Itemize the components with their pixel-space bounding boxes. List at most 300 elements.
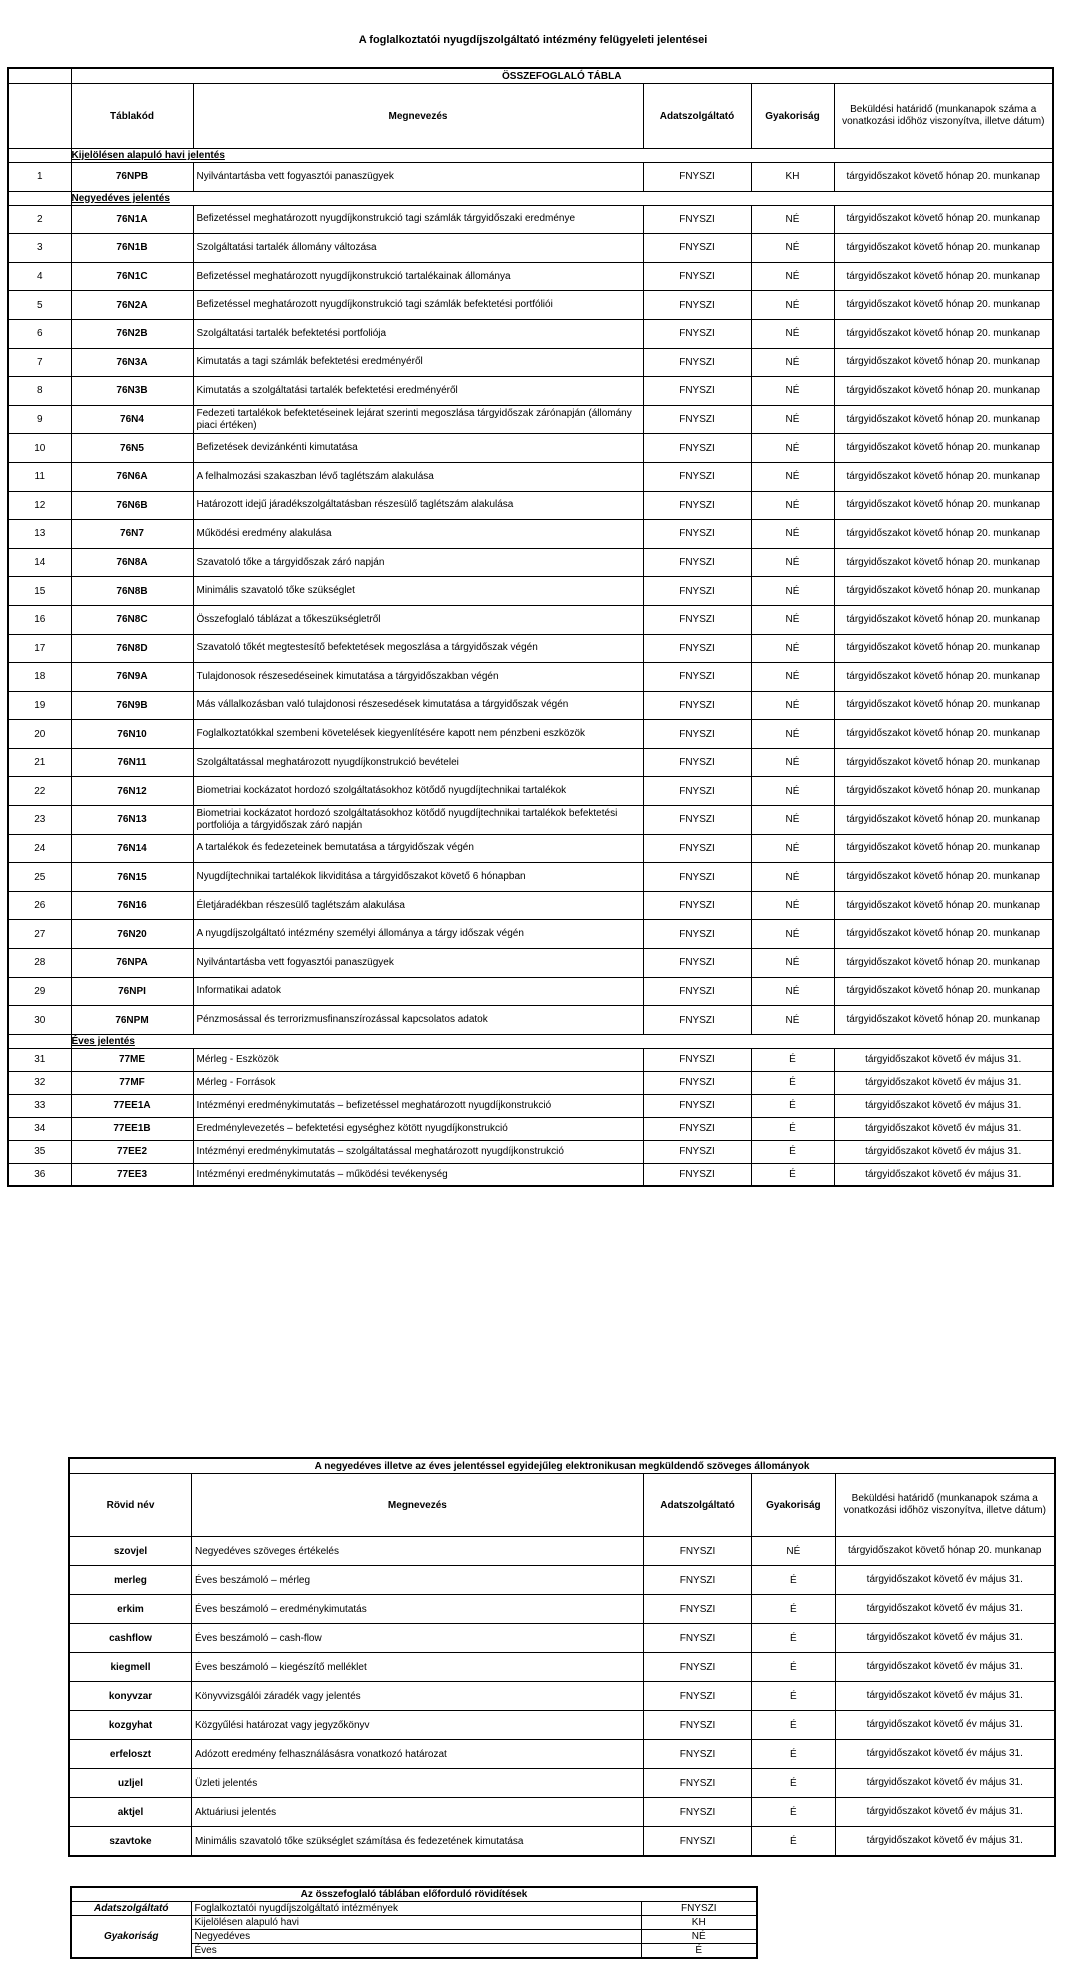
provider: FNYSZI	[643, 520, 751, 549]
frequency: NÉ	[751, 949, 834, 978]
table-row	[8, 806, 1053, 835]
table-row	[8, 405, 1053, 434]
provider: FNYSZI	[643, 949, 751, 978]
table-row	[69, 1740, 1055, 1769]
provider: FNYSZI	[643, 1827, 751, 1857]
frequency: NÉ	[751, 891, 834, 920]
provider: FNYSZI	[643, 163, 751, 192]
header-deadline: Beküldési határidő (munkanapok száma a vonatkozási időhöz viszonyítva, illetve dátum)	[834, 84, 1053, 149]
table-code: 76NPI	[71, 977, 193, 1006]
row-number: 3	[8, 234, 71, 263]
table-code: 76N9B	[71, 691, 193, 720]
table-row	[8, 163, 1053, 192]
deadline: tárgyidőszakot követő hónap 20. munkanap	[834, 949, 1053, 978]
frequency: É	[751, 1140, 834, 1163]
table-row	[8, 949, 1053, 978]
row-number: 29	[8, 977, 71, 1006]
deadline: tárgyidőszakot követő hónap 20. munkanap	[834, 605, 1053, 634]
table-code: 76N3A	[71, 348, 193, 377]
abbr-value: NÉ	[641, 1930, 757, 1944]
table-row	[8, 691, 1053, 720]
table-name: Mérleg - Eszközök	[193, 1048, 643, 1071]
provider: FNYSZI	[643, 1566, 751, 1595]
deadline: tárgyidőszakot követő hónap 20. munkanap	[834, 405, 1053, 434]
deadline: tárgyidőszakot követő hónap 20. munkanap	[834, 434, 1053, 463]
frequency: NÉ	[752, 1537, 835, 1566]
provider: FNYSZI	[643, 548, 751, 577]
deadline: tárgyidőszakot követő hónap 20. munkanap	[834, 806, 1053, 835]
table-row	[69, 1682, 1055, 1711]
provider: FNYSZI	[643, 1711, 751, 1740]
frequency: É	[752, 1798, 835, 1827]
table-name: Kimutatás a szolgáltatási tartalék befektetési eredményéről	[193, 377, 643, 406]
short-name: uzljel	[69, 1769, 191, 1798]
frequency: NÉ	[751, 605, 834, 634]
provider: FNYSZI	[643, 663, 751, 692]
deadline: tárgyidőszakot követő év május 31.	[834, 1048, 1053, 1071]
deadline: tárgyidőszakot követő év május 31.	[835, 1566, 1055, 1595]
frequency: NÉ	[751, 405, 834, 434]
deadline: tárgyidőszakot követő év május 31.	[834, 1094, 1053, 1117]
frequency: É	[752, 1682, 835, 1711]
frequency: NÉ	[751, 777, 834, 806]
row-number: 21	[8, 748, 71, 777]
table-row	[69, 1566, 1055, 1595]
table-name: Intézményi eredménykimutatás – működési tevékenység	[193, 1163, 643, 1186]
deadline: tárgyidőszakot követő hónap 20. munkanap	[834, 634, 1053, 663]
row-number: 15	[8, 577, 71, 606]
table-row	[8, 234, 1053, 263]
table-name: Intézményi eredménykimutatás – szolgáltatással meghatározott nyugdíjkonstrukció	[193, 1140, 643, 1163]
provider: FNYSZI	[643, 806, 751, 835]
provider: FNYSZI	[643, 634, 751, 663]
frequency: NÉ	[751, 205, 834, 234]
table-row	[69, 1769, 1055, 1798]
table-name: Befizetéssel meghatározott nyugdíjkonstrukció tagi számlák tárgyidőszaki eredménye	[193, 205, 643, 234]
section-row	[8, 149, 1053, 163]
table-code: 77MF	[71, 1071, 193, 1094]
table-code: 76N3B	[71, 377, 193, 406]
table-row	[8, 920, 1053, 949]
provider: FNYSZI	[643, 462, 751, 491]
table-name: Szolgáltatási tartalék befektetési portfoliója	[193, 319, 643, 348]
table-code: 76N8B	[71, 577, 193, 606]
table-row	[8, 1006, 1053, 1035]
frequency: É	[752, 1624, 835, 1653]
deadline: tárgyidőszakot követő hónap 20. munkanap	[834, 234, 1053, 263]
table-row	[8, 462, 1053, 491]
table-name: Nyilvántartásba vett fogyasztói panaszügyek	[193, 949, 643, 978]
header-provider: Adatszolgáltató	[643, 1474, 751, 1537]
deadline: tárgyidőszakot követő év május 31.	[834, 1163, 1053, 1186]
frequency: NÉ	[751, 319, 834, 348]
summary-table	[7, 67, 1054, 1187]
row-number: 27	[8, 920, 71, 949]
frequency: É	[752, 1769, 835, 1798]
table-name: A felhalmozási szakaszban lévő taglétszám alakulása	[193, 462, 643, 491]
table-code: 76N4	[71, 405, 193, 434]
row-number: 14	[8, 548, 71, 577]
frequency: É	[752, 1653, 835, 1682]
table-code: 77ME	[71, 1048, 193, 1071]
table-row	[8, 1071, 1053, 1094]
short-name: szavtoke	[69, 1827, 191, 1857]
table-name: Szolgáltatással meghatározott nyugdíjkonstrukció bevételei	[193, 748, 643, 777]
row-number: 33	[8, 1094, 71, 1117]
table-code: 76NPB	[71, 163, 193, 192]
row-number: 24	[8, 834, 71, 863]
row-number: 23	[8, 806, 71, 835]
table-code: 76N13	[71, 806, 193, 835]
table-row	[8, 262, 1053, 291]
table-code: 76N15	[71, 863, 193, 892]
table-row	[8, 577, 1053, 606]
provider: FNYSZI	[643, 1140, 751, 1163]
table-code: 77EE3	[71, 1163, 193, 1186]
frequency: É	[751, 1048, 834, 1071]
short-name: merleg	[69, 1566, 191, 1595]
row-number: 26	[8, 891, 71, 920]
table-code: 76N8A	[71, 548, 193, 577]
section-row	[8, 191, 1053, 205]
short-name: konyvzar	[69, 1682, 191, 1711]
section-label: Kijelölésen alapuló havi jelentés	[71, 149, 1053, 163]
row-number: 16	[8, 605, 71, 634]
deadline: tárgyidőszakot követő hónap 20. munkanap	[834, 319, 1053, 348]
provider: FNYSZI	[643, 605, 751, 634]
table-row	[8, 491, 1053, 520]
table-row	[8, 777, 1053, 806]
abbr-provider-label: Adatszolgáltató	[71, 1902, 191, 1916]
table-code: 76N1C	[71, 262, 193, 291]
deadline: tárgyidőszakot követő hónap 20. munkanap	[834, 748, 1053, 777]
abbr-desc: Éves	[191, 1944, 641, 1959]
frequency: É	[752, 1827, 835, 1857]
abbr-value: É	[641, 1944, 757, 1959]
table-name: Kimutatás a tagi számlák befektetési eredményéről	[193, 348, 643, 377]
summary-table-title: ÖSSZEFOGLALÓ TÁBLA	[71, 68, 1053, 84]
row-number: 22	[8, 777, 71, 806]
provider: FNYSZI	[643, 291, 751, 320]
provider: FNYSZI	[643, 434, 751, 463]
provider: FNYSZI	[643, 1071, 751, 1094]
frequency: NÉ	[751, 748, 834, 777]
deadline: tárgyidőszakot követő hónap 20. munkanap	[834, 577, 1053, 606]
abbreviations-table	[70, 1886, 758, 1959]
frequency: NÉ	[751, 434, 834, 463]
table-name: Határozott idejű járadékszolgáltatásban részesülő taglétszám alakulása	[193, 491, 643, 520]
table-row	[8, 377, 1053, 406]
deadline: tárgyidőszakot követő hónap 20. munkanap	[834, 462, 1053, 491]
deadline: tárgyidőszakot követő hónap 20. munkanap	[834, 691, 1053, 720]
table-row	[8, 663, 1053, 692]
deadline: tárgyidőszakot követő hónap 20. munkanap	[834, 291, 1053, 320]
header-frequency: Gyakoriság	[751, 84, 834, 149]
table-name: Fedezeti tartalékok befektetéseinek lejárat szerinti megoszlása tárgyidőszak zárónapján (állomány piaci értéken)	[193, 405, 643, 434]
table-name: Szavatoló tőkét megtestesítő befektetések megoszlása a tárgyidőszak végén	[193, 634, 643, 663]
provider: FNYSZI	[643, 920, 751, 949]
frequency: NÉ	[751, 834, 834, 863]
table-name: Más vállalkozásban való tulajdonosi részesedések kimutatása a tárgyidőszak végén	[193, 691, 643, 720]
deadline: tárgyidőszakot követő év május 31.	[835, 1711, 1055, 1740]
deadline: tárgyidőszakot követő év május 31.	[835, 1682, 1055, 1711]
page-title: A foglalkoztatói nyugdíjszolgáltató intézmény felügyeleti jelentései	[358, 34, 708, 46]
frequency: NÉ	[751, 691, 834, 720]
header-provider: Adatszolgáltató	[643, 84, 751, 149]
file-name: Közgyűlési határozat vagy jegyzőkönyv	[191, 1711, 643, 1740]
table-row	[8, 520, 1053, 549]
table-name: Szavatoló tőke a tárgyidőszak záró napján	[193, 548, 643, 577]
table-name: A nyugdíjszolgáltató intézmény személyi állománya a tárgy időszak végén	[193, 920, 643, 949]
table-name: Befizetéssel meghatározott nyugdíjkonstrukció tagi számlák befektetési portfóliói	[193, 291, 643, 320]
file-name: Adózott eredmény felhasználásásra vonatkozó határozat	[191, 1740, 643, 1769]
frequency: NÉ	[751, 262, 834, 291]
deadline: tárgyidőszakot követő hónap 20. munkanap	[834, 548, 1053, 577]
deadline: tárgyidőszakot követő év május 31.	[835, 1595, 1055, 1624]
text-files-table	[68, 1457, 1056, 1857]
frequency: É	[751, 1163, 834, 1186]
table-name: Minimális szavatoló tőke szükséglet	[193, 577, 643, 606]
text-files-title: A negyedéves illetve az éves jelentéssel egyidejűleg elektronikusan megküldendő szöveges állományok	[69, 1458, 1055, 1474]
provider: FNYSZI	[643, 1006, 751, 1035]
file-name: Éves beszámoló – mérleg	[191, 1566, 643, 1595]
frequency: NÉ	[751, 291, 834, 320]
table-name: Foglalkoztatókkal szembeni követelések kiegyenlítésére kapott nem pénzbeni eszközök	[193, 720, 643, 749]
table-row	[8, 720, 1053, 749]
table-row	[69, 1711, 1055, 1740]
provider: FNYSZI	[643, 1048, 751, 1071]
frequency: É	[751, 1117, 834, 1140]
deadline: tárgyidőszakot követő hónap 20. munkanap	[834, 377, 1053, 406]
deadline: tárgyidőszakot követő hónap 20. munkanap	[834, 663, 1053, 692]
frequency: NÉ	[751, 663, 834, 692]
row-number: 13	[8, 520, 71, 549]
provider: FNYSZI	[643, 691, 751, 720]
table-row	[69, 1537, 1055, 1566]
section-label: Negyedéves jelentés	[71, 191, 1053, 205]
frequency: NÉ	[751, 348, 834, 377]
table-row	[69, 1595, 1055, 1624]
provider: FNYSZI	[643, 1798, 751, 1827]
section-label: Éves jelentés	[71, 1034, 1053, 1048]
table-code: 76N11	[71, 748, 193, 777]
provider: FNYSZI	[643, 1094, 751, 1117]
provider: FNYSZI	[643, 348, 751, 377]
row-number: 25	[8, 863, 71, 892]
table-row	[8, 891, 1053, 920]
table-code: 76N2B	[71, 319, 193, 348]
deadline: tárgyidőszakot követő hónap 20. munkanap	[835, 1537, 1055, 1566]
frequency: NÉ	[751, 863, 834, 892]
table-name: Eredménylevezetés – befektetési egységhez kötött nyugdíjkonstrukció	[193, 1117, 643, 1140]
table-name: Pénzmosással és terrorizmusfinanszírozással kapcsolatos adatok	[193, 1006, 643, 1035]
table-name: Nyugdíjtechnikai tartalékok likviditása a tárgyidőszakot követő 6 hónapban	[193, 863, 643, 892]
table-row	[69, 1653, 1055, 1682]
deadline: tárgyidőszakot követő év május 31.	[835, 1769, 1055, 1798]
frequency: NÉ	[751, 806, 834, 835]
table-row	[8, 1163, 1053, 1186]
header-name: Megnevezés	[193, 84, 643, 149]
table-row	[8, 1048, 1053, 1071]
table-code: 76N2A	[71, 291, 193, 320]
table-name: Befizetéssel meghatározott nyugdíjkonstrukció tartalékainak állománya	[193, 262, 643, 291]
provider: FNYSZI	[643, 720, 751, 749]
deadline: tárgyidőszakot követő hónap 20. munkanap	[834, 520, 1053, 549]
provider: FNYSZI	[643, 1740, 751, 1769]
table-code: 76N14	[71, 834, 193, 863]
provider: FNYSZI	[643, 577, 751, 606]
short-name: aktjel	[69, 1798, 191, 1827]
deadline: tárgyidőszakot követő hónap 20. munkanap	[834, 777, 1053, 806]
row-number: 30	[8, 1006, 71, 1035]
row-number: 9	[8, 405, 71, 434]
table-code: 77EE1A	[71, 1094, 193, 1117]
deadline: tárgyidőszakot követő év május 31.	[834, 1140, 1053, 1163]
table-row	[8, 634, 1053, 663]
table-row	[8, 434, 1053, 463]
row-number: 31	[8, 1048, 71, 1071]
deadline: tárgyidőszakot követő hónap 20. munkanap	[834, 834, 1053, 863]
deadline: tárgyidőszakot követő év május 31.	[835, 1740, 1055, 1769]
row-number: 34	[8, 1117, 71, 1140]
deadline: tárgyidőszakot követő hónap 20. munkanap	[834, 163, 1053, 192]
deadline: tárgyidőszakot követő év május 31.	[835, 1624, 1055, 1653]
table-row	[69, 1624, 1055, 1653]
deadline: tárgyidőszakot követő év május 31.	[834, 1117, 1053, 1140]
row-number: 10	[8, 434, 71, 463]
file-name: Éves beszámoló – kiegészítő melléklet	[191, 1653, 643, 1682]
row-number: 19	[8, 691, 71, 720]
provider: FNYSZI	[643, 1537, 751, 1566]
table-row	[8, 1140, 1053, 1163]
frequency: NÉ	[751, 520, 834, 549]
deadline: tárgyidőszakot követő hónap 20. munkanap	[834, 977, 1053, 1006]
provider: FNYSZI	[643, 205, 751, 234]
table-code: 76NPM	[71, 1006, 193, 1035]
row-number: 11	[8, 462, 71, 491]
table-code: 76N1B	[71, 234, 193, 263]
provider: FNYSZI	[643, 777, 751, 806]
row-number: 12	[8, 491, 71, 520]
provider: FNYSZI	[643, 1117, 751, 1140]
table-name: Biometriai kockázatot hordozó szolgáltatásokhoz kötődő nyugdíjtechnikai tartalékok befektetési portfoliója a tárgyidőszak záró napján	[193, 806, 643, 835]
table-row	[69, 1827, 1055, 1857]
short-name: kozgyhat	[69, 1711, 191, 1740]
provider: FNYSZI	[643, 891, 751, 920]
provider: FNYSZI	[643, 234, 751, 263]
deadline: tárgyidőszakot követő hónap 20. munkanap	[834, 920, 1053, 949]
provider: FNYSZI	[643, 1653, 751, 1682]
frequency: NÉ	[751, 577, 834, 606]
short-name: erkim	[69, 1595, 191, 1624]
frequency: NÉ	[751, 977, 834, 1006]
table-name: Életjáradékban részesülő taglétszám alakulása	[193, 891, 643, 920]
abbr-desc: Foglalkoztatói nyugdíjszolgáltató intézmények	[191, 1902, 641, 1916]
table-row	[8, 291, 1053, 320]
frequency: NÉ	[751, 491, 834, 520]
deadline: tárgyidőszakot követő hónap 20. munkanap	[834, 720, 1053, 749]
frequency: KH	[751, 163, 834, 192]
table-row	[69, 1798, 1055, 1827]
table-row	[8, 748, 1053, 777]
frequency: NÉ	[751, 377, 834, 406]
table-row	[8, 205, 1053, 234]
frequency: É	[752, 1740, 835, 1769]
table-name: A tartalékok és fedezeteinek bemutatása a tárgyidőszak végén	[193, 834, 643, 863]
frequency: NÉ	[751, 720, 834, 749]
provider: FNYSZI	[643, 1595, 751, 1624]
table-code: 76N16	[71, 891, 193, 920]
frequency: É	[752, 1711, 835, 1740]
blank-cell	[8, 149, 71, 163]
row-number: 6	[8, 319, 71, 348]
frequency: É	[752, 1595, 835, 1624]
provider: FNYSZI	[643, 491, 751, 520]
frequency: NÉ	[751, 634, 834, 663]
frequency: NÉ	[751, 462, 834, 491]
table-row	[8, 834, 1053, 863]
file-name: Könyvvizsgálói záradék vagy jelentés	[191, 1682, 643, 1711]
deadline: tárgyidőszakot követő év május 31.	[835, 1827, 1055, 1857]
short-name: cashflow	[69, 1624, 191, 1653]
provider: FNYSZI	[643, 748, 751, 777]
header-frequency: Gyakoriság	[752, 1474, 835, 1537]
row-number: 5	[8, 291, 71, 320]
table-code: 77EE1B	[71, 1117, 193, 1140]
header-short-name: Rövid név	[69, 1474, 191, 1537]
table-name: Informatikai adatok	[193, 977, 643, 1006]
table-row	[8, 605, 1053, 634]
table-code: 76N8C	[71, 605, 193, 634]
table-name: Tulajdonosok részesedéseinek kimutatása a tárgyidőszakban végén	[193, 663, 643, 692]
short-name: szovjel	[69, 1537, 191, 1566]
deadline: tárgyidőszakot követő hónap 20. munkanap	[834, 863, 1053, 892]
row-number: 18	[8, 663, 71, 692]
table-code: 76N8D	[71, 634, 193, 663]
provider: FNYSZI	[643, 319, 751, 348]
table-code: 76N7	[71, 520, 193, 549]
table-code: 76N1A	[71, 205, 193, 234]
deadline: tárgyidőszakot követő hónap 20. munkanap	[834, 348, 1053, 377]
row-number: 28	[8, 949, 71, 978]
deadline: tárgyidőszakot követő hónap 20. munkanap	[834, 891, 1053, 920]
row-number: 36	[8, 1163, 71, 1186]
table-name: Összefoglaló táblázat a tőkeszükségletről	[193, 605, 643, 634]
row-number: 8	[8, 377, 71, 406]
frequency: NÉ	[751, 234, 834, 263]
row-number: 1	[8, 163, 71, 192]
provider: FNYSZI	[643, 405, 751, 434]
frequency: NÉ	[751, 548, 834, 577]
table-code: 76N10	[71, 720, 193, 749]
deadline: tárgyidőszakot követő hónap 20. munkanap	[834, 205, 1053, 234]
table-name: Nyilvántartásba vett fogyasztói panaszügyek	[193, 163, 643, 192]
table-code: 76N9A	[71, 663, 193, 692]
deadline: tárgyidőszakot követő hónap 20. munkanap	[834, 262, 1053, 291]
table-row	[8, 319, 1053, 348]
deadline: tárgyidőszakot követő év május 31.	[834, 1071, 1053, 1094]
deadline: tárgyidőszakot követő hónap 20. munkanap	[834, 491, 1053, 520]
table-row	[8, 1117, 1053, 1140]
row-number: 17	[8, 634, 71, 663]
short-name: erfeloszt	[69, 1740, 191, 1769]
row-number: 35	[8, 1140, 71, 1163]
table-row	[8, 1094, 1053, 1117]
table-name: Biometriai kockázatot hordozó szolgáltatásokhoz kötődő nyugdíjtechnikai tartalékok	[193, 777, 643, 806]
file-name: Üzleti jelentés	[191, 1769, 643, 1798]
blank-cell	[8, 191, 71, 205]
deadline: tárgyidőszakot követő év május 31.	[835, 1798, 1055, 1827]
